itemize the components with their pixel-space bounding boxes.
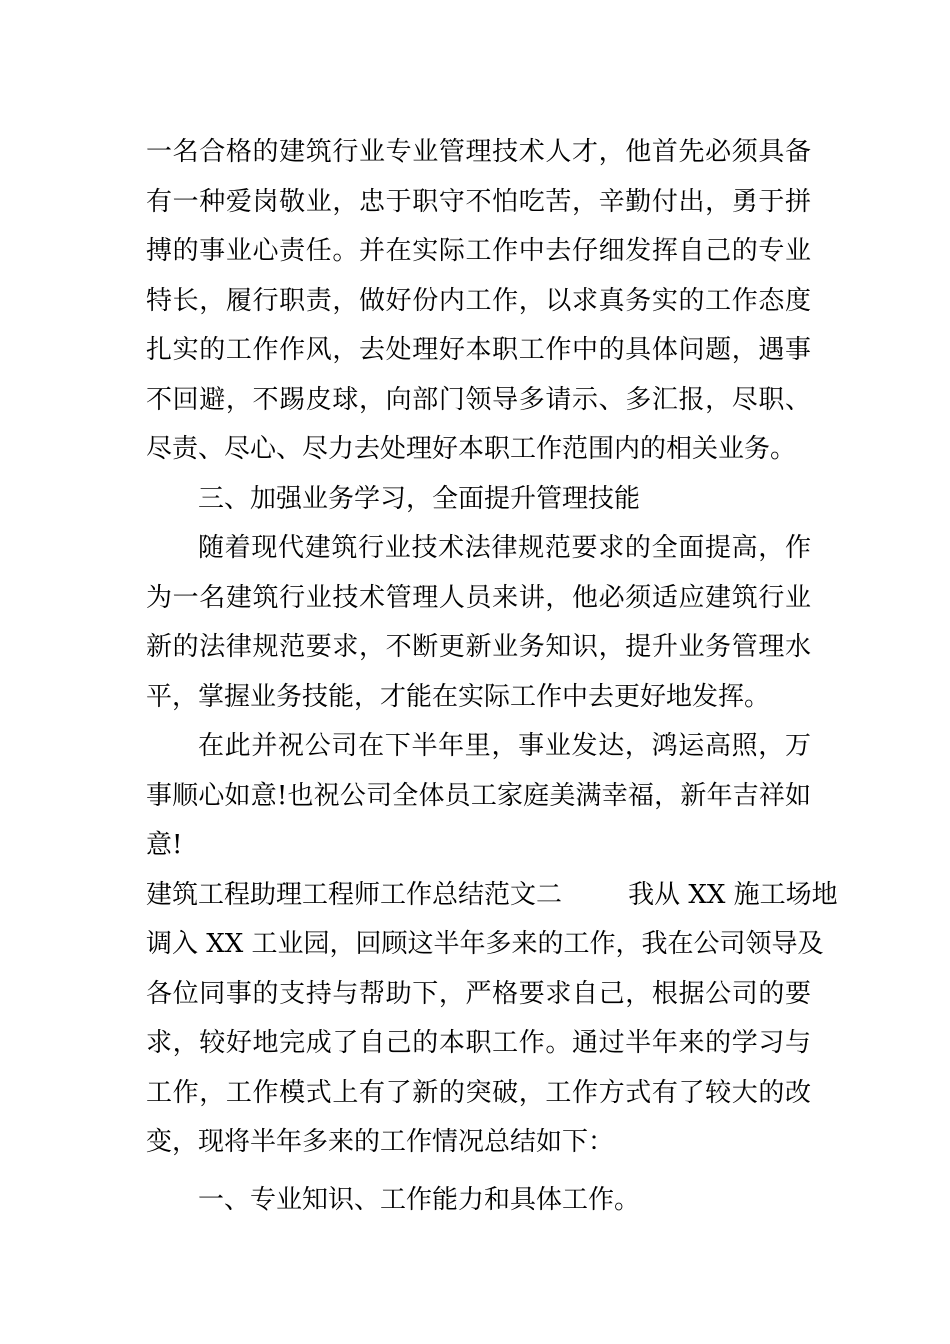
text-line: 在此并祝公司在下半年里，事业发达，鸿运高照，万: [198, 731, 811, 761]
section-heading-1: 一、专业知识、工作能力和具体工作。: [198, 1184, 641, 1215]
text-line: 调入 XX 工业园，回顾这半年多来的工作，我在公司领导及: [146, 929, 824, 959]
text-line: 搏的事业心责任。并在实际工作中去仔细发挥自己的专业: [146, 236, 811, 266]
text-line: 尽责、尽心、尽力去处理好本职工作范围内的相关业务。: [146, 434, 797, 464]
text-line: 为一名建筑行业技术管理人员来讲，他必须适应建筑行业: [146, 582, 811, 613]
text-line: 求，较好地完成了自己的本职工作。通过半年来的学习与: [146, 1028, 811, 1058]
text-line: 有一种爱岗敬业，忠于职守不怕吃苦，辛勤付出，勇于拼: [146, 186, 811, 217]
text-line: 一名合格的建筑行业专业管理技术人才，他首先必须具备: [146, 137, 811, 167]
text-line: 意!: [146, 830, 183, 860]
text-line: 不回避，不踢皮球，向部门领导多请示、多汇报，尽职、: [146, 384, 811, 415]
text-line: 特长，履行职责，做好份内工作，以求真务实的工作态度: [146, 285, 811, 316]
text-line: 事顺心如意!也祝公司全体员工家庭美满幸福，新年吉祥如: [146, 780, 811, 811]
article-title-line: 建筑工程助理工程师工作总结范文二 我从 XX 施工场地: [146, 879, 838, 910]
text-line: 各位同事的支持与帮助下，严格要求自己，根据公司的要: [146, 978, 811, 1009]
document-body: [146, 128, 838, 1225]
section-heading-3: 三、加强业务学习，全面提升管理技能: [198, 483, 641, 514]
text-line: 扎实的工作作风，去处理好本职工作中的具体问题，遇事: [146, 335, 811, 365]
text-line: 工作，工作模式上有了新的突破，工作方式有了较大的改: [146, 1077, 811, 1108]
text-line: 平，掌握业务技能，才能在实际工作中去更好地发挥。: [146, 681, 771, 712]
paragraph-gap: [146, 1168, 811, 1176]
text-line: 随着现代建筑行业技术法律规范要求的全面提高，作: [198, 533, 811, 563]
text-line: 新的法律规范要求，不断更新业务知识，提升业务管理水: [146, 632, 811, 662]
text-line: 变，现将半年多来的工作情况总结如下：: [146, 1127, 615, 1157]
